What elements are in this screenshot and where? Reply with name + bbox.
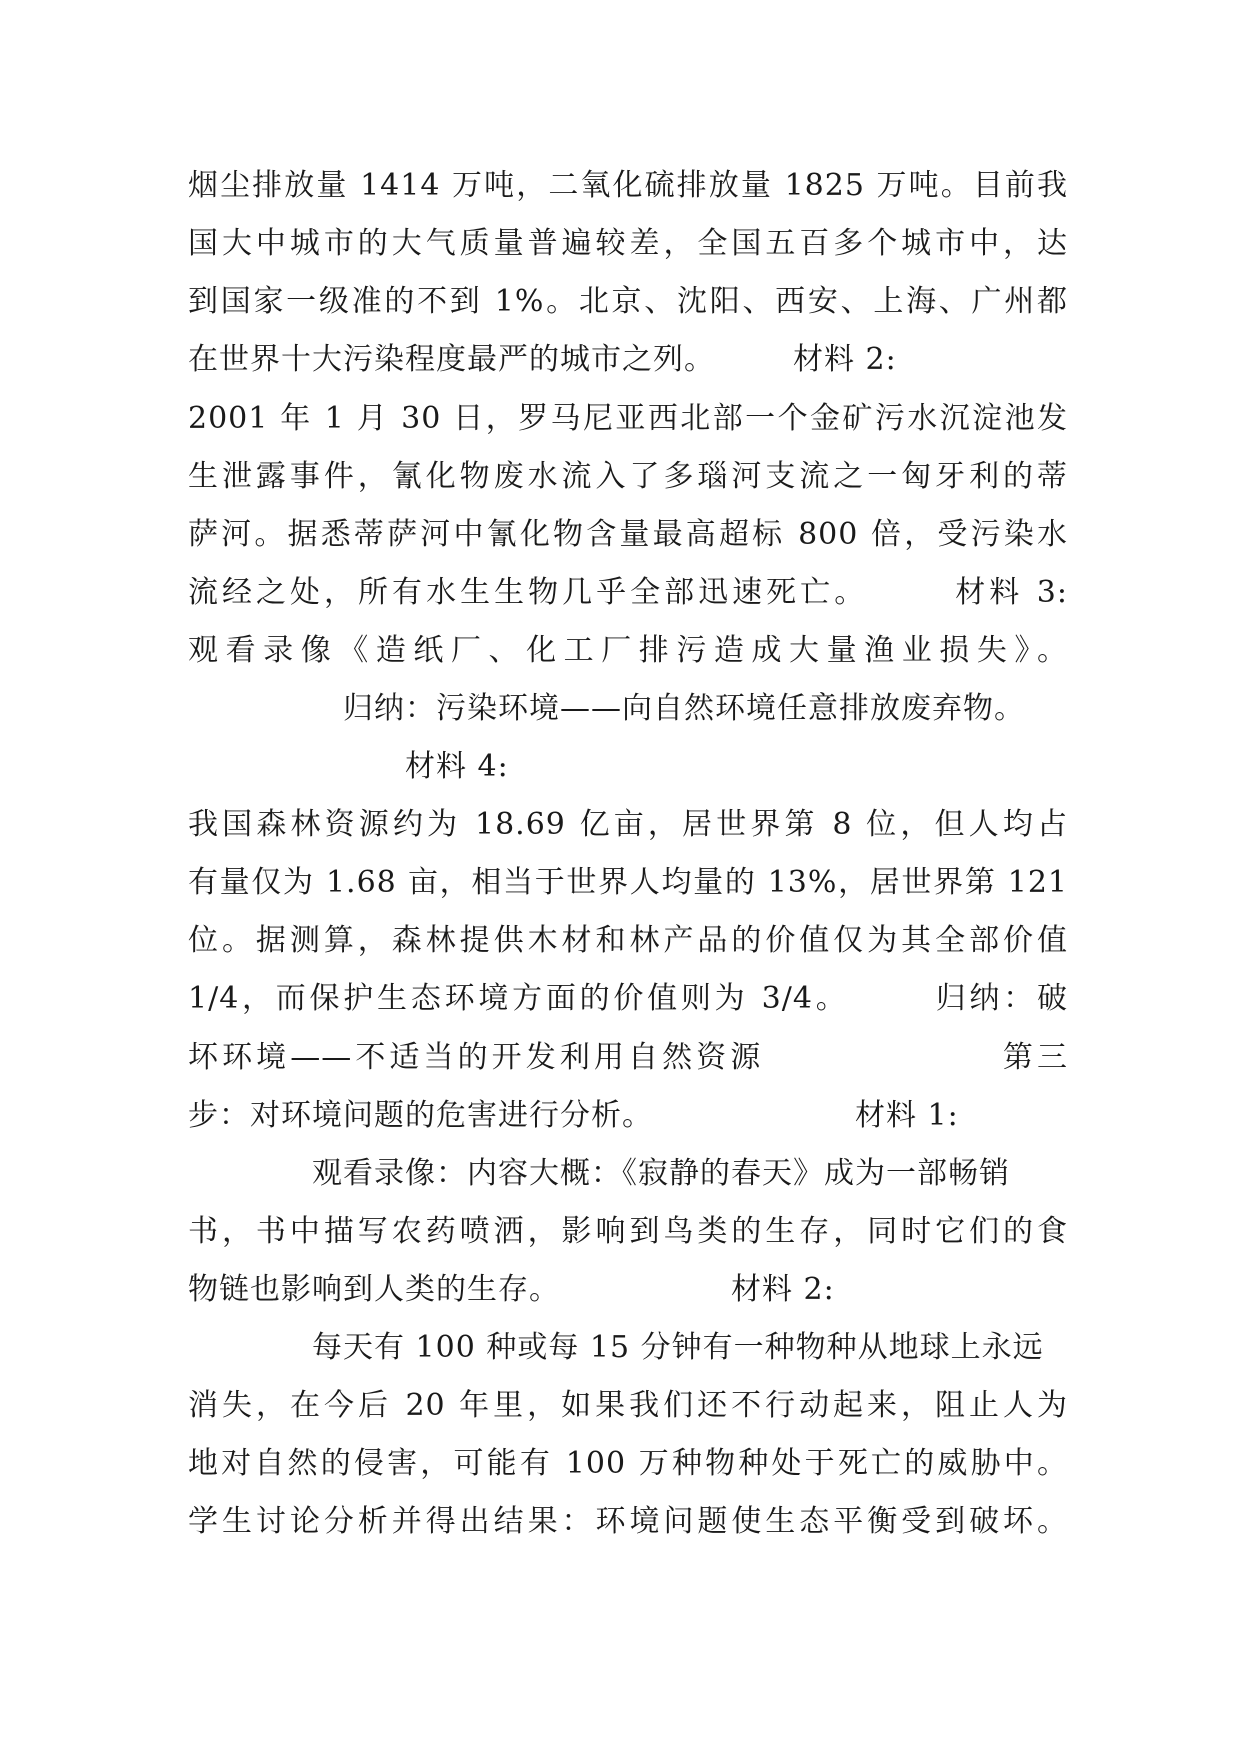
text-line: 烟尘排放量 1414 万吨，二氧化硫排放量 1825 万吨。目前我	[188, 168, 1068, 203]
text-line: 观看录像：内容大概：《寂静的春天》成为一部畅销	[188, 1156, 1010, 1191]
text-line: 物链也影响到人类的生存。 材料 2:	[188, 1272, 835, 1307]
text-line: 2001 年 1 月 30 日，罗马尼亚西北部一个金矿污水沉淀池发	[188, 401, 1068, 436]
text-line: 每天有 100 种或每 15 分钟有一种物种从地球上永远	[188, 1330, 1044, 1365]
text-line: 归纳：污染环境——向自然环境任意排放废弃物。	[188, 691, 1025, 726]
text-line: 流经之处，所有水生生物几乎全部迅速死亡。 材料 3:	[188, 575, 1068, 610]
text-line: 位。据测算，森林提供木材和林产品的价值仅为其全部价值	[188, 923, 1068, 958]
text-line: 消失，在今后 20 年里，如果我们还不行动起来，阻止人为	[188, 1388, 1068, 1423]
text-line: 地对自然的侵害，可能有 100 万种物种处于死亡的威胁中。	[188, 1446, 1068, 1481]
text-line: 生泄露事件，氰化物废水流入了多瑙河支流之一匈牙利的蒂	[188, 459, 1068, 494]
text-line: 在世界十大污染程度最严的城市之列。 材料 2:	[188, 342, 897, 377]
text-line: 书，书中描写农药喷洒，影响到鸟类的生存，同时它们的食	[188, 1214, 1068, 1249]
text-line: 材料 4:	[188, 749, 509, 784]
text-line: 到国家一级准的不到 1%。北京、沈阳、西安、上海、广州都	[188, 284, 1068, 319]
text-line: 观看录像《造纸厂、化工厂排污造成大量渔业损失》。	[188, 633, 1068, 668]
text-line: 坏环境——不适当的开发利用自然资源 第三	[188, 1040, 1068, 1075]
text-line: 国大中城市的大气质量普遍较差，全国五百多个城市中，达	[188, 226, 1068, 261]
text-line: 有量仅为 1.68 亩，相当于世界人均量的 13%，居世界第 121	[188, 865, 1068, 900]
text-line: 步：对环境问题的危害进行分析。 材料 1:	[188, 1098, 959, 1133]
text-line: 学生讨论分析并得出结果：环境问题使生态平衡受到破坏。	[188, 1504, 1068, 1539]
text-line: 萨河。据悉蒂萨河中氰化物含量最高超标 800 倍，受污染水	[188, 517, 1068, 552]
text-line: 1/4，而保护生态环境方面的价值则为 3/4。 归纳：破	[188, 981, 1068, 1016]
text-line: 我国森林资源约为 18.69 亿亩，居世界第 8 位，但人均占	[188, 807, 1068, 842]
